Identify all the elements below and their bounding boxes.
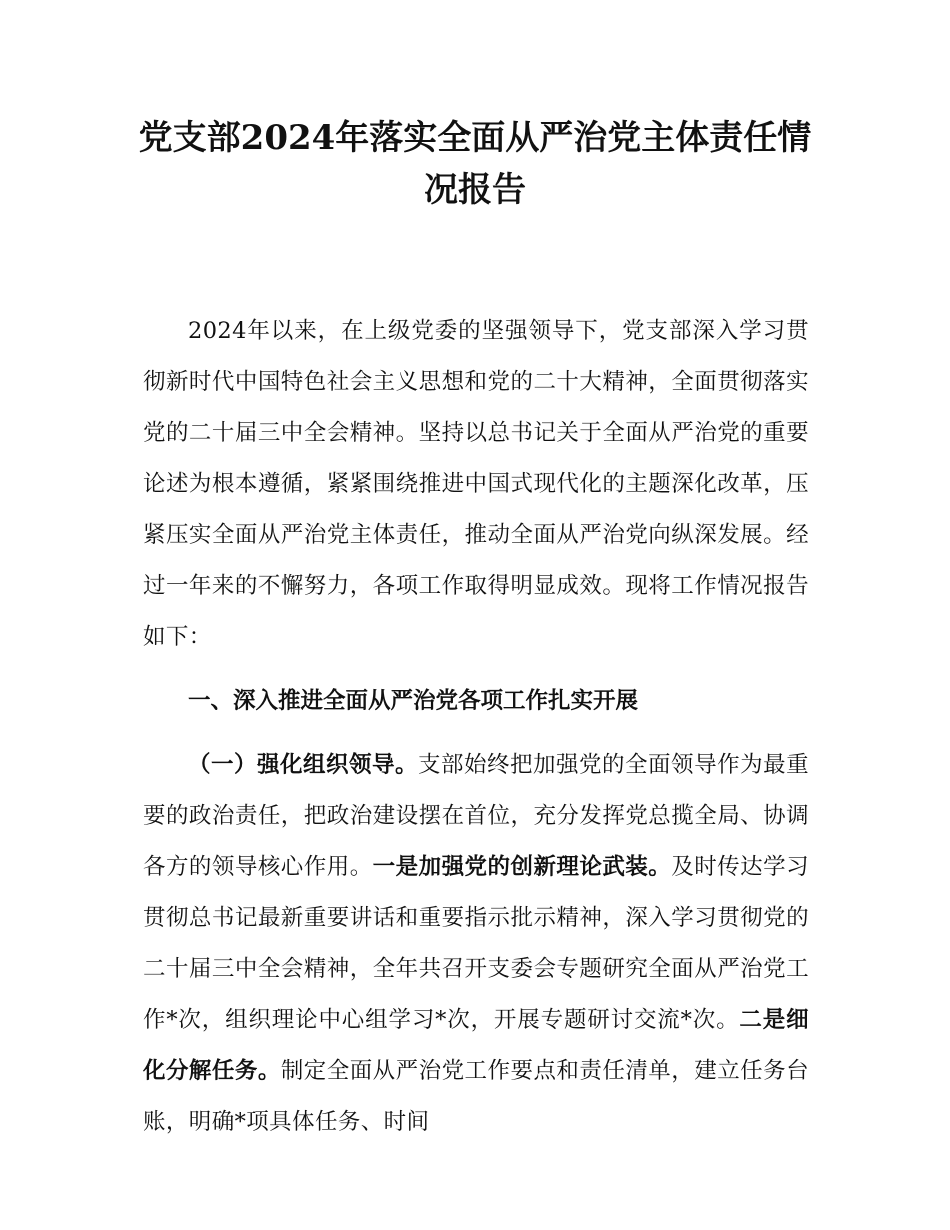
subsection-text: 支部始终把加强党的全面领导作为最重要的政治责任，把政治建设摆在首位，充分发挥党总揽全局、协调各方的领导核心作用。 xyxy=(143,752,809,880)
document-body xyxy=(143,306,809,1148)
intro-paragraph: 2024年以来，在上级党委的坚强领导下，党支部深入学习贯彻新时代中国特色社会主义思想和党的二十大精神，全面贯彻落实党的二十届三中全会精神。坚持以总书记关于全面从严治党的重要论述为根本遵循，紧紧围绕推进中国式现代化的主题深化改革，压紧压实全面从严治党主体责任，推动全面从严治党向纵深发展。经过一年来的不懈努力，各项工作取得明显成效。现将工作情况报告如下： xyxy=(143,318,809,650)
point-2-text: 制定全面从严治党工作要点和责任清单，建立任务台账，明确*项具体任务、时间 xyxy=(143,1058,809,1135)
point-2-label: 二是细化分解任务。 xyxy=(143,1007,810,1084)
point-1-text: 及时传达学习贯彻总书记最新重要讲话和重要指示批示精神，深入学习贯彻党的二十届三中全会精神，全年共召开支委会专题研究全面从严治党工作*次，组织理论中心组学习*次，开展专题研讨交流*次。 xyxy=(143,854,809,1033)
point-1-label: 一是加强党的创新理论武装。 xyxy=(372,854,672,880)
section-heading-1: 一、深入推进全面从严治党各项工作扎实开展 xyxy=(188,688,639,714)
subsection-paragraph-1 xyxy=(143,740,809,1148)
subsection-label: （一）强化组织领导。 xyxy=(188,752,419,778)
document-title: 党支部2024年落实全面从严治党主体责任情况报告 xyxy=(138,118,812,210)
